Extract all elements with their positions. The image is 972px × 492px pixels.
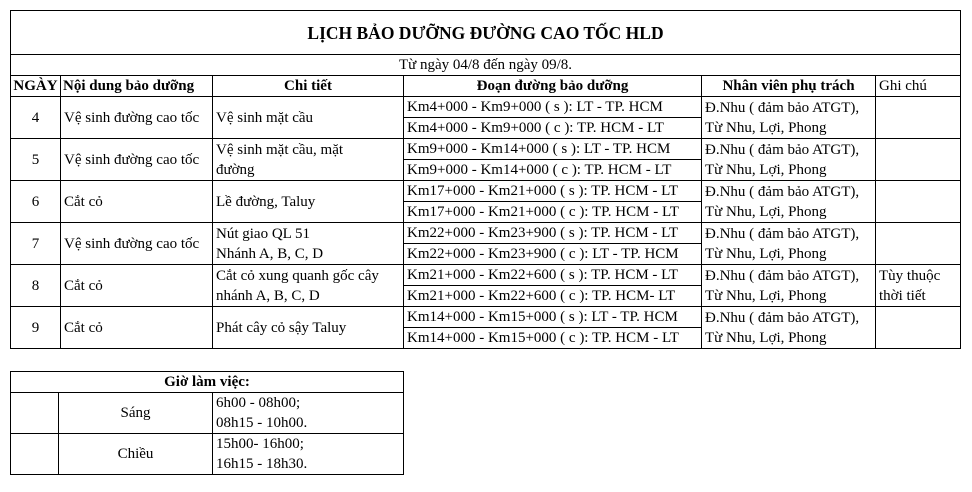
detail-cell bbox=[213, 223, 404, 265]
detail-cell bbox=[213, 265, 404, 307]
section-cell: Km4+000 - Km9+000 ( s ): LT - TP. HCM bbox=[404, 97, 702, 118]
schedule-title: LỊCH BẢO DƯỠNG ĐƯỜNG CAO TỐC HLD bbox=[11, 11, 961, 55]
detail-line: đường bbox=[216, 161, 255, 178]
shift-time: 6h00 - 08h00; bbox=[213, 393, 404, 414]
staff-cell bbox=[702, 97, 876, 139]
table-row bbox=[11, 223, 961, 244]
staff-line: Đ.Nhu ( đảm bảo ATGT), bbox=[705, 141, 860, 158]
staff-line: Từ Nhu, Lợi, Phong bbox=[705, 161, 827, 178]
note-line: thời tiết bbox=[879, 287, 926, 304]
content-cell: Vệ sinh đường cao tốc bbox=[61, 223, 213, 265]
date-range: Từ ngày 04/8 đến ngày 09/8. bbox=[11, 55, 961, 76]
shift-name: Chiều bbox=[59, 434, 213, 475]
staff-cell bbox=[702, 223, 876, 265]
detail-line: Phát cây cỏ sậy Taluy bbox=[216, 319, 347, 336]
day-cell: 7 bbox=[11, 223, 61, 265]
shift-time: 15h00- 16h00; bbox=[213, 434, 404, 455]
content-cell: Cắt cỏ bbox=[61, 265, 213, 307]
shift-blank-cell bbox=[11, 434, 59, 475]
header-section: Đoạn đường bảo dưỡng bbox=[404, 76, 702, 97]
detail-cell bbox=[213, 139, 404, 181]
shift-time: 08h15 - 10h00. bbox=[213, 413, 404, 434]
staff-cell bbox=[702, 265, 876, 307]
table-row bbox=[11, 97, 961, 118]
section-cell: Km9+000 - Km14+000 ( s ): LT - TP. HCM bbox=[404, 139, 702, 160]
content-cell: Vệ sinh đường cao tốc bbox=[61, 139, 213, 181]
section-cell: Km22+000 - Km23+900 ( c ): LT - TP. HCM bbox=[404, 244, 702, 265]
staff-line: Đ.Nhu ( đảm bảo ATGT), bbox=[705, 99, 860, 116]
content-cell: Cắt cỏ bbox=[61, 307, 213, 349]
staff-line: Đ.Nhu ( đảm bảo ATGT), bbox=[705, 309, 860, 326]
note-cell bbox=[876, 265, 961, 307]
section-cell: Km4+000 - Km9+000 ( c ): TP. HCM - LT bbox=[404, 118, 702, 139]
section-cell: Km17+000 - Km21+000 ( c ): TP. HCM - LT bbox=[404, 202, 702, 223]
header-note: Ghi chú bbox=[876, 76, 961, 97]
day-cell: 4 bbox=[11, 97, 61, 139]
maintenance-schedule-sheet bbox=[10, 10, 961, 349]
note-cell bbox=[876, 307, 961, 349]
note-cell bbox=[876, 223, 961, 265]
section-cell: Km21+000 - Km22+600 ( c ): TP. HCM- LT bbox=[404, 286, 702, 307]
detail-line: Nút giao QL 51 bbox=[216, 225, 311, 242]
shift-row bbox=[11, 393, 404, 414]
detail-line: Vệ sinh mặt cầu, mặt bbox=[216, 141, 344, 158]
staff-line: Từ Nhu, Lợi, Phong bbox=[705, 329, 827, 346]
staff-cell bbox=[702, 139, 876, 181]
section-cell: Km17+000 - Km21+000 ( s ): TP. HCM - LT bbox=[404, 181, 702, 202]
staff-cell bbox=[702, 181, 876, 223]
header-row bbox=[11, 76, 961, 97]
detail-cell bbox=[213, 181, 404, 223]
staff-line: Từ Nhu, Lợi, Phong bbox=[705, 245, 827, 262]
detail-cell bbox=[213, 97, 404, 139]
note-cell bbox=[876, 97, 961, 139]
shift-row bbox=[11, 434, 404, 455]
section-cell: Km9+000 - Km14+000 ( c ): TP. HCM - LT bbox=[404, 160, 702, 181]
detail-line: Cắt cỏ xung quanh gốc cây bbox=[216, 267, 379, 284]
staff-line: Từ Nhu, Lợi, Phong bbox=[705, 203, 827, 220]
shift-time: 16h15 - 18h30. bbox=[213, 454, 404, 475]
schedule-table bbox=[10, 10, 961, 349]
staff-line: Đ.Nhu ( đảm bảo ATGT), bbox=[705, 183, 860, 200]
day-cell: 6 bbox=[11, 181, 61, 223]
table-row bbox=[11, 181, 961, 202]
content-cell: Cắt cỏ bbox=[61, 181, 213, 223]
shift-name: Sáng bbox=[59, 393, 213, 434]
section-cell: Km21+000 - Km22+600 ( s ): TP. HCM - LT bbox=[404, 265, 702, 286]
section-cell: Km14+000 - Km15+000 ( s ): LT - TP. HCM bbox=[404, 307, 702, 328]
day-cell: 5 bbox=[11, 139, 61, 181]
section-cell: Km22+000 - Km23+900 ( s ): TP. HCM - LT bbox=[404, 223, 702, 244]
staff-line: Từ Nhu, Lợi, Phong bbox=[705, 287, 827, 304]
header-staff: Nhân viên phụ trách bbox=[702, 76, 876, 97]
detail-line: Vệ sinh mặt cầu bbox=[216, 109, 314, 126]
header-day: NGÀY bbox=[11, 76, 61, 97]
table-row bbox=[11, 307, 961, 328]
staff-line: Đ.Nhu ( đảm bảo ATGT), bbox=[705, 225, 860, 242]
day-cell: 8 bbox=[11, 265, 61, 307]
detail-line: Nhánh A, B, C, D bbox=[216, 245, 324, 262]
header-content: Nội dung bảo dưỡng bbox=[61, 76, 213, 97]
day-cell: 9 bbox=[11, 307, 61, 349]
note-cell bbox=[876, 139, 961, 181]
table-row bbox=[11, 139, 961, 160]
working-hours-table bbox=[10, 371, 404, 475]
working-hours-box bbox=[10, 371, 404, 475]
detail-line: Lề đường, Taluy bbox=[216, 193, 316, 210]
staff-line: Từ Nhu, Lợi, Phong bbox=[705, 119, 827, 136]
detail-cell bbox=[213, 307, 404, 349]
section-cell: Km14+000 - Km15+000 ( c ): TP. HCM - LT bbox=[404, 328, 702, 349]
staff-line: Đ.Nhu ( đảm bảo ATGT), bbox=[705, 267, 860, 284]
header-detail: Chi tiết bbox=[213, 76, 404, 97]
detail-line: nhánh A, B, C, D bbox=[216, 287, 320, 304]
working-hours-title: Giờ làm việc: bbox=[11, 372, 404, 393]
content-cell: Vệ sinh đường cao tốc bbox=[61, 97, 213, 139]
note-line: Tùy thuộc bbox=[879, 267, 941, 284]
shift-blank-cell bbox=[11, 393, 59, 434]
table-row bbox=[11, 265, 961, 286]
staff-cell bbox=[702, 307, 876, 349]
note-cell bbox=[876, 181, 961, 223]
